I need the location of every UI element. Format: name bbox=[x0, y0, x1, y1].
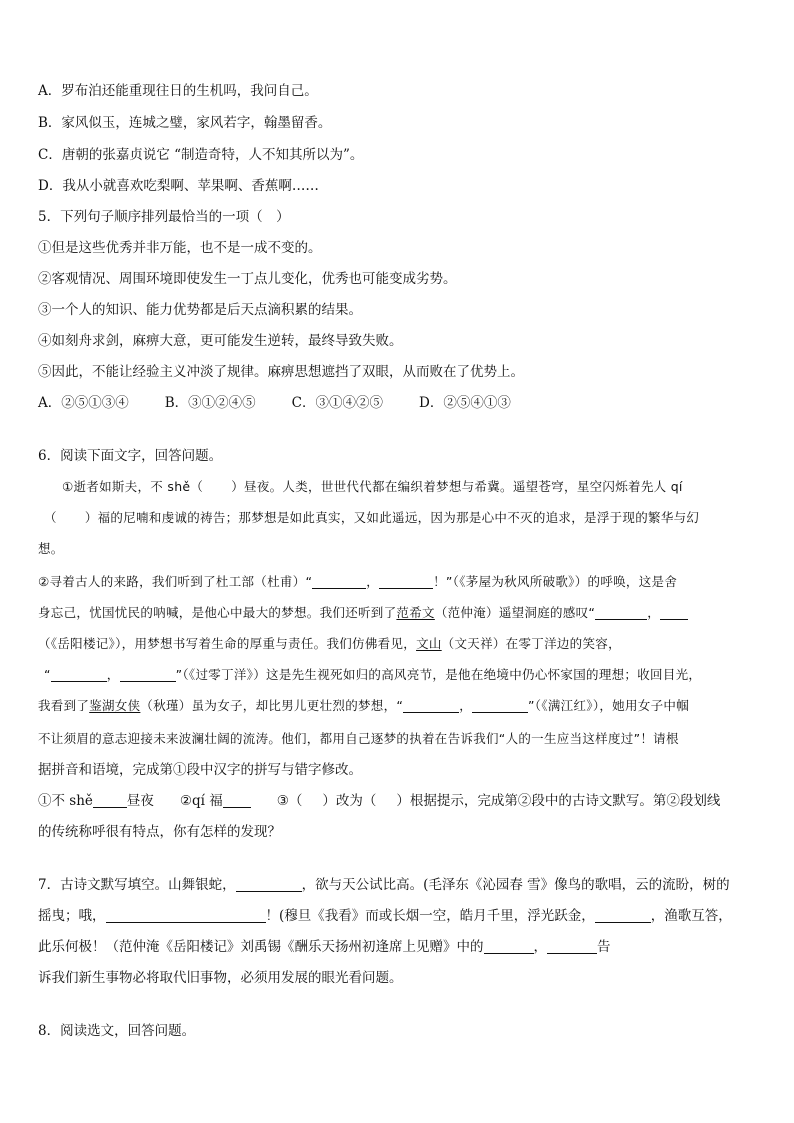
q6-p1-text: ）福的尼喃和虔诚的祷告；那梦想是如此真实，又如此遥远，因为那是心中不灭的追求，是浮于现的繁华与幻 bbox=[84, 510, 700, 525]
fill-blank[interactable] bbox=[403, 698, 459, 713]
fill-blank[interactable] bbox=[595, 908, 651, 923]
q6-p2-line5 bbox=[38, 697, 689, 715]
q5-option-a: A．②⑤①③④ bbox=[38, 395, 129, 411]
q6-p2-text: ”（《满江红》），她用女子中帼 bbox=[528, 698, 689, 713]
q6-p2-text: ！”（《茅屋为秋风所破歌》）的呼唤，这是舍 bbox=[433, 574, 678, 589]
q6-p2-line3 bbox=[38, 635, 621, 653]
underlined-name-wenshan: 文山 bbox=[416, 636, 442, 651]
q4-option-b: B．家风似玉，连城之璧，家风若字，翰墨留香。 bbox=[38, 115, 332, 131]
q7-text: ，渔歌互答， bbox=[650, 908, 732, 924]
q6-p1-line1 bbox=[62, 478, 683, 496]
q7-line1 bbox=[38, 876, 730, 894]
q6-p2-text: ， bbox=[459, 698, 472, 713]
q6-p2-text: ， bbox=[106, 667, 120, 682]
fill-blank[interactable] bbox=[120, 667, 176, 682]
q5-option-d: D．②⑤④①③ bbox=[419, 395, 511, 411]
q6-p2-line7: 据拼音和语境，完成第①段中汉字的拼写与错字修改。 bbox=[38, 762, 362, 778]
q6-p2-line1 bbox=[38, 573, 677, 591]
fill-blank[interactable] bbox=[484, 939, 534, 954]
q7-text: ！(穆旦《我看》而或长烟一空，皓月千里，浮光跃金， bbox=[265, 908, 595, 924]
q6-tasks-line1 bbox=[38, 792, 720, 810]
q5-option-c: C．③①④②⑤ bbox=[291, 395, 384, 411]
q5-sentence-1: ①但是这些优秀并非万能，也不是一成不变的。 bbox=[38, 240, 322, 256]
q7-line3 bbox=[38, 938, 611, 956]
q6-p2-text: ， bbox=[647, 605, 661, 620]
q7-text: 摇曳；哦， bbox=[38, 908, 106, 924]
q6-p2-text: ②寻着古人的来路，我们听到了杜工部（杜甫）“ bbox=[38, 574, 313, 589]
q6-stem: 6．阅读下面文字，回答问题。 bbox=[38, 448, 223, 464]
fill-blank[interactable] bbox=[547, 939, 597, 954]
q6-p1-line3: 想。 bbox=[38, 541, 64, 556]
q6-p2-line6: 不让须眉的意志迎接未来波澜壮阔的流涛。他们，都用自己逐梦的执着在告诉我们“人的一生应当这样度过”！请根 bbox=[38, 731, 679, 746]
fill-blank[interactable] bbox=[223, 793, 251, 808]
q6-p2-text: 我看到了 bbox=[38, 698, 90, 713]
q4-option-d: D．我从小就喜欢吃梨啊、苹果啊、香蕉啊…… bbox=[38, 178, 319, 194]
task-2-label: ②qí 福 bbox=[179, 793, 223, 809]
fill-blank[interactable] bbox=[51, 667, 107, 682]
task-1-label: ①不 shě bbox=[38, 793, 93, 809]
underlined-name-jianhu-nuxia: 鉴湖女侠 bbox=[89, 698, 141, 713]
q6-p1-text: ①逝者如斯夫，不 shě（ bbox=[62, 479, 204, 494]
q6-p1-line2 bbox=[44, 509, 699, 527]
q6-p2-text: 身忘己，忧国忧民的呐喊，是他心中最大的梦想。我们还听到了 bbox=[38, 605, 397, 620]
q7-line2 bbox=[38, 907, 732, 925]
q7-line4: 诉我们新生事物必将取代旧事物，必须用发展的眼光看问题。 bbox=[38, 970, 403, 986]
q5-stem: 5．下列句子顺序排列最恰当的一项（ ） bbox=[38, 209, 290, 225]
q7-text: ，欲与天公试比高。(毛泽东《沁园春 雪》像鸟的歌唱，云的流盼，树的 bbox=[301, 877, 730, 893]
q7-text: ， bbox=[533, 939, 547, 955]
q6-p1-text: ）昼夜。人类，世世代代都在编织着梦想与希冀。遥望苍穹，星空闪烁着先人 qí bbox=[231, 479, 683, 494]
q7-text: 告 bbox=[597, 939, 611, 955]
fill-blank[interactable] bbox=[660, 605, 688, 620]
fill-blank[interactable] bbox=[312, 574, 366, 589]
fill-blank[interactable] bbox=[93, 793, 127, 808]
fill-blank[interactable] bbox=[106, 908, 266, 923]
task-1-label: 昼夜 bbox=[126, 793, 154, 809]
q5-sentence-3: ③一个人的知识、能力优势都是后天点滴积累的结果。 bbox=[38, 302, 362, 318]
q6-p2-line4 bbox=[44, 666, 701, 684]
q5-option-b: B．③①②④⑤ bbox=[164, 395, 256, 411]
q4-option-c: C．唐朝的张嘉贞说它 “制造奇特，人不知其所以为”。 bbox=[38, 147, 364, 163]
task-3-label: ）根据提示，完成第②段中的古诗文默写。第②段划线 bbox=[396, 793, 721, 809]
q5-sentence-4: ④如刻舟求剑，麻痹大意，更可能发生逆转，最终导致失败。 bbox=[38, 333, 403, 349]
fill-blank[interactable] bbox=[472, 698, 528, 713]
q5-sentence-5: ⑤因此，不能让经验主义冲淡了规律。麻痹思想遮挡了双眼，从而败在了优势上。 bbox=[38, 364, 524, 380]
q7-text: 此乐何极！（范仲淹《岳阳楼记》刘禹锡《酬乐天扬州初逢席上见赠》中的 bbox=[38, 939, 484, 955]
q5-options bbox=[38, 394, 511, 412]
underlined-name-fan-xiwen: 范希文 bbox=[396, 605, 435, 620]
q6-p2-text: ， bbox=[366, 574, 380, 589]
task-3-label: ③（ bbox=[276, 793, 303, 809]
q6-p2-text: “ bbox=[44, 667, 51, 682]
task-3-label: ）改为（ bbox=[322, 793, 377, 809]
q5-sentence-2: ②客观情况、周围环境即使发生一丁点儿变化，优秀也可能变成劣势。 bbox=[38, 271, 457, 287]
q6-p2-line2 bbox=[38, 604, 688, 622]
q7-text: 7．古诗文默写填空。山舞银蛇， bbox=[38, 877, 236, 893]
fill-blank[interactable] bbox=[379, 574, 433, 589]
q6-p2-text: （范仲淹）遥望洞庭的感叹“ bbox=[434, 605, 596, 620]
fill-blank[interactable] bbox=[236, 877, 302, 892]
q6-p2-text: ”（《过零丁洋》）这是先生视死如归的高风亮节，是他在绝境中仍心怀家国的理想；收回目光， bbox=[175, 667, 702, 682]
q4-option-a: A．罗布泊还能重现往日的生机吗，我问自己。 bbox=[38, 83, 318, 99]
q6-p1-text: （ bbox=[44, 510, 57, 525]
q8-stem: 8．阅读选文，回答问题。 bbox=[38, 1023, 196, 1039]
q6-tasks-line2: 的传统称呼很有特点，你有怎样的发现？ bbox=[38, 824, 281, 840]
q6-p2-text: （文天祥）在零丁洋边的笑容， bbox=[441, 636, 621, 651]
q6-p2-text: （秋瑾）虽为女子，却比男儿更壮烈的梦想，“ bbox=[140, 698, 404, 713]
q6-p2-text: （《岳阳楼记》），用梦想书写着生命的厚重与责任。我们仿佛看见， bbox=[38, 636, 417, 651]
fill-blank[interactable] bbox=[595, 605, 647, 620]
